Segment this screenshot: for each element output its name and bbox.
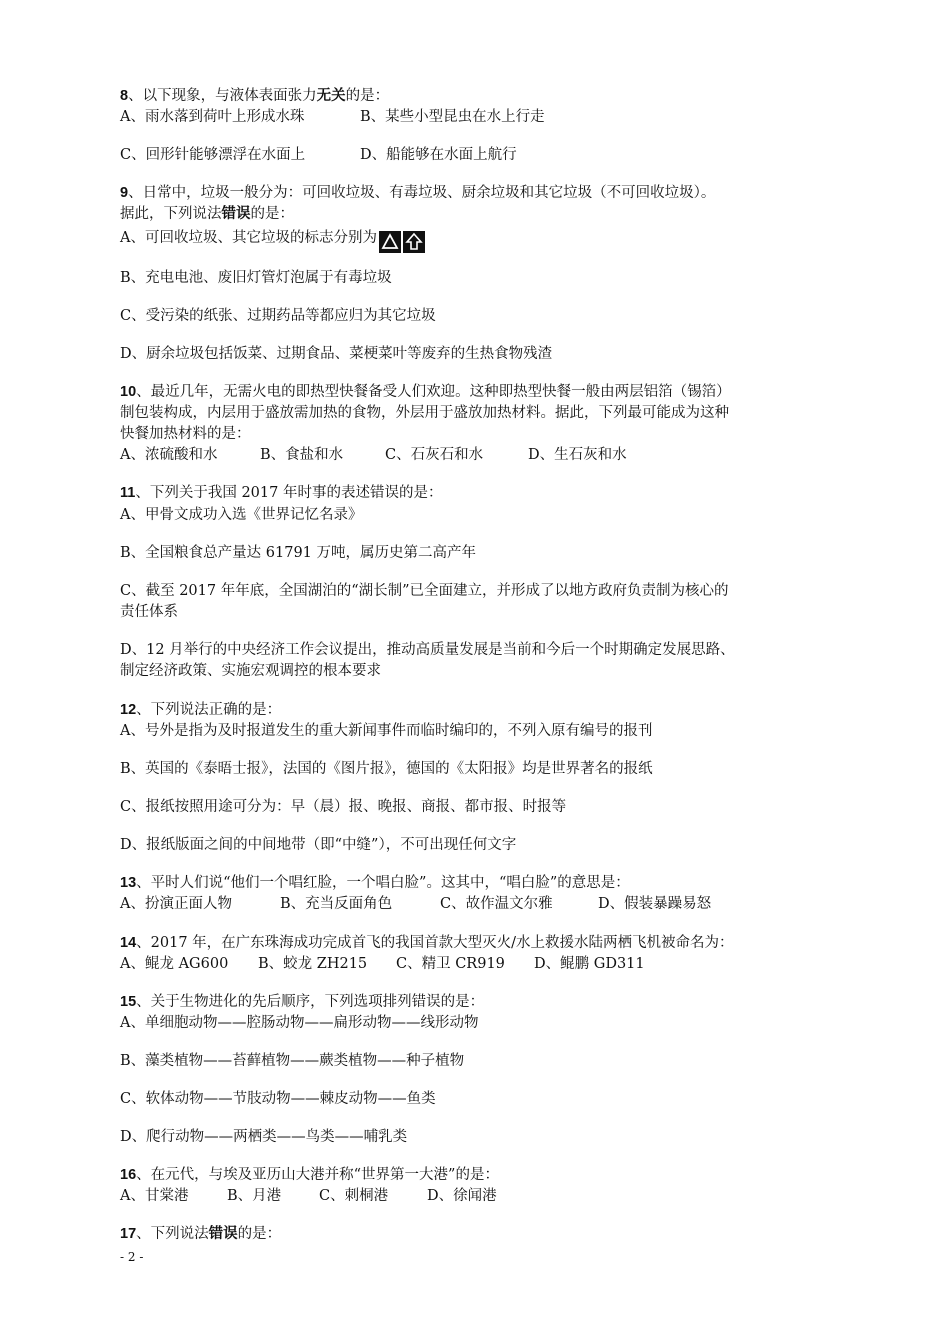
question-13-stem: 13、平时人们说“他们一个唱红脸，一个唱白脸”。这其中，“唱白脸”的意思是： (120, 875, 630, 891)
q14-option-c: C、精卫 CR919 (396, 956, 505, 972)
q11-option-d-line1: D、12 月举行的中央经济工作会议提出，推动高质量发展是当前和今后一个时期确定发展思路、 (120, 642, 735, 658)
q11-option-a: A、甲骨文成功入选《世界记忆名录》 (120, 507, 363, 523)
q13-option-a: A、扮演正面人物 (120, 896, 232, 912)
recycle-icon (379, 231, 401, 253)
q13-option-c: C、故作温文尔雅 (440, 896, 553, 912)
q11-option-c-line2: 责任体系 (120, 604, 178, 620)
q11-option-b: B、全国粮食总产量达 61791 万吨，属历史第二高产年 (120, 545, 476, 561)
question-9-stem-line2: 据此，下列说法错误的是： (120, 205, 294, 222)
question-11-stem: 11、下列关于我国 2017 年时事的表述错误的是： (120, 485, 443, 501)
page-number: - 2 - (120, 1250, 144, 1264)
q15-option-a: A、单细胞动物——腔肠动物——扁形动物——线形动物 (120, 1015, 479, 1031)
question-8-options-cd (120, 145, 517, 165)
q9-option-a: A、可回收垃圾、其它垃圾的标志分别为 (120, 228, 427, 253)
question-13-options (120, 894, 711, 914)
q11-option-c-line1: C、截至 2017 年年底，全国湖泊的“湖长制”已全面建立，并形成了以地方政府负责制为核心的 (120, 583, 729, 599)
q8-option-b: B、某些小型昆虫在水上行走 (360, 109, 545, 125)
q12-option-c: C、报纸按照用途可分为：早（晨）报、晚报、商报、都市报、时报等 (120, 799, 567, 815)
q14-option-b: B、蛟龙 ZH215 (258, 956, 368, 972)
question-17-stem: 17、下列说法错误的是： (120, 1225, 282, 1242)
q9-option-b: B、充电电池、废旧灯管灯泡属于有毒垃圾 (120, 270, 392, 286)
q14-option-d: D、鲲鹏 GD311 (534, 956, 645, 972)
question-8-options-ab (120, 107, 545, 127)
question-16-options (120, 1186, 497, 1206)
q14-option-a: A、鲲龙 AG600 (120, 956, 229, 972)
q16-option-b: B、月港 (227, 1188, 282, 1204)
question-10-stem-line1: 10、最近几年，无需火电的即热型快餐备受人们欢迎。这种即热型快餐一般由两层铝箔（锡箔） (120, 384, 731, 400)
q10-option-c: C、石灰石和水 (385, 447, 484, 463)
q15-option-b: B、藻类植物——苔藓植物——蕨类植物——种子植物 (120, 1053, 465, 1069)
q16-option-d: D、徐闻港 (427, 1188, 497, 1204)
question-9-stem-line1: 9、日常中，垃圾一般分为：可回收垃圾、有毒垃圾、厨余垃圾和其它垃圾（不可回收垃圾）。 (120, 185, 716, 201)
q10-option-a: A、浓硫酸和水 (120, 447, 218, 463)
question-8-stem: 8、以下现象，与液体表面张力无关的是： (120, 87, 390, 104)
q15-option-c: C、软体动物——节肢动物——棘皮动物——鱼类 (120, 1091, 436, 1107)
q8-option-d: D、船能够在水面上航行 (360, 147, 517, 163)
question-16-stem: 16、在元代，与埃及亚历山大港并称“世界第一大港”的是： (120, 1167, 499, 1183)
q9-option-d: D、厨余垃圾包括饭菜、过期食品、菜梗菜叶等废弃的生热食物残渣 (120, 346, 553, 362)
q10-option-d: D、生石灰和水 (528, 447, 627, 463)
q13-option-b: B、充当反面角色 (280, 896, 393, 912)
question-14-stem: 14、2017 年，在广东珠海成功完成首飞的我国首款大型灭火/水上救援水陆两栖飞机被命名为： (120, 935, 734, 951)
question-14-options (120, 954, 645, 974)
q16-option-a: A、甘棠港 (120, 1188, 189, 1204)
q12-option-a: A、号外是指为及时报道发生的重大新闻事件而临时编印的，不列入原有编号的报刊 (120, 723, 653, 739)
q12-option-d: D、报纸版面之间的中间地带（即“中缝”），不可出现任何文字 (120, 837, 517, 853)
other-waste-icon (403, 231, 425, 253)
question-15-stem: 15、关于生物进化的先后顺序，下列选项排列错误的是： (120, 994, 485, 1010)
q8-option-c: C、回形针能够漂浮在水面上 (120, 147, 306, 163)
q16-option-c: C、刺桐港 (319, 1188, 389, 1204)
q11-option-d-line2: 制定经济政策、实施宏观调控的根本要求 (120, 663, 381, 679)
q8-option-a: A、雨水落到荷叶上形成水珠 (120, 109, 305, 125)
waste-symbols (379, 231, 427, 253)
q12-option-b: B、英国的《泰晤士报》，法国的《图片报》，德国的《太阳报》均是世界著名的报纸 (120, 761, 653, 777)
question-10-stem-line3: 快餐加热材料的是： (120, 426, 251, 442)
q15-option-d: D、爬行动物——两栖类——鸟类——哺乳类 (120, 1129, 408, 1145)
q13-option-d: D、假装暴躁易怒 (598, 896, 712, 912)
q9-option-c: C、受污染的纸张、过期药品等都应归为其它垃圾 (120, 308, 436, 324)
question-10-stem-line2: 制包装构成，内层用于盛放需加热的食物，外层用于盛放加热材料。据此，下列最可能成为这种 (120, 405, 729, 421)
question-10-options (120, 445, 627, 465)
q10-option-b: B、食盐和水 (260, 447, 344, 463)
question-12-stem: 12、下列说法正确的是： (120, 702, 282, 718)
